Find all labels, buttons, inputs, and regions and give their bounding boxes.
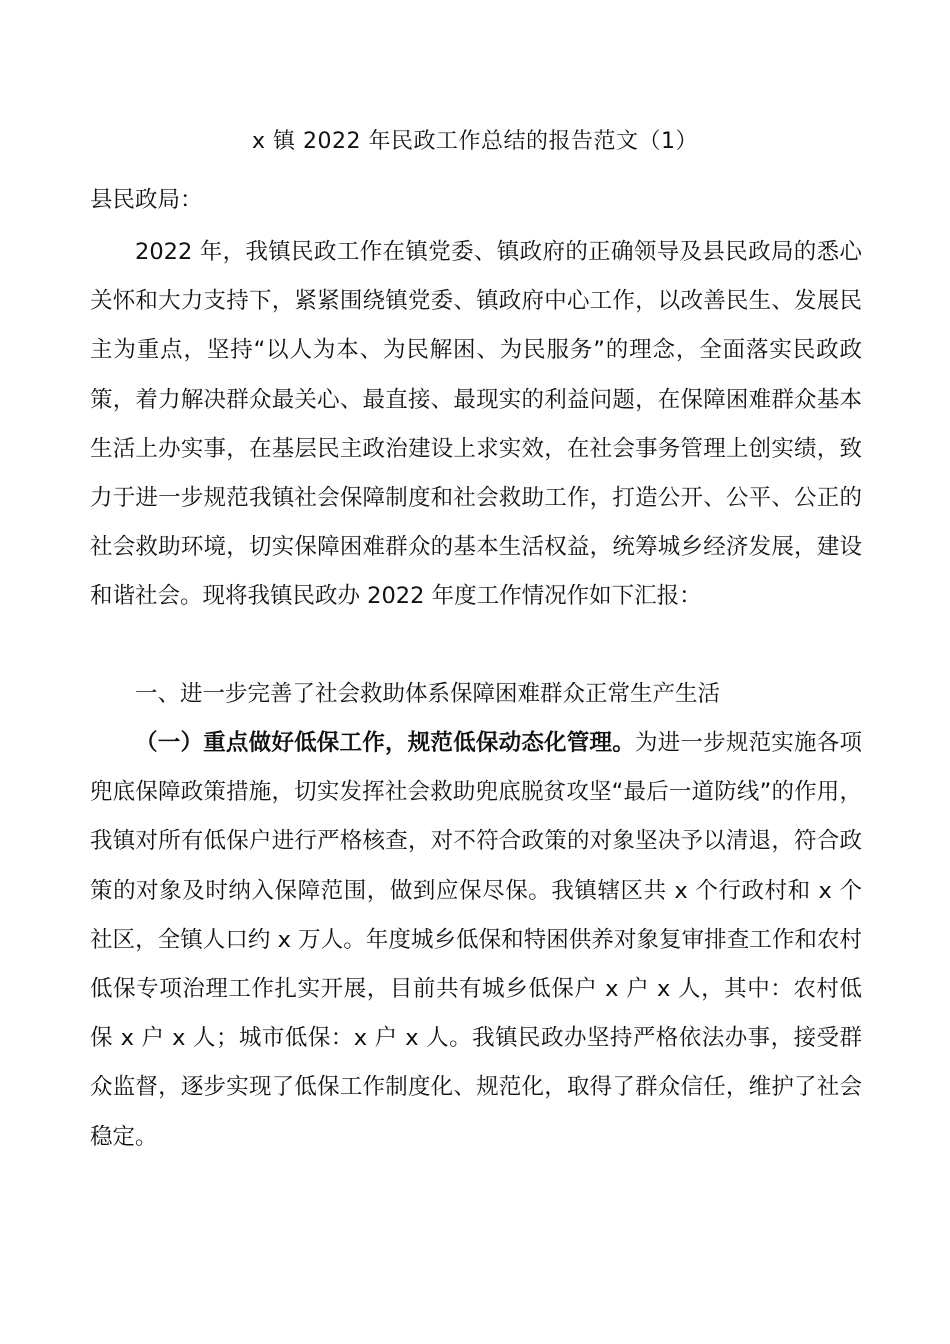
salutation: 县民政局： bbox=[90, 187, 203, 213]
paragraph-body: 为进一步规范实施各项兜底保障政策措施，切实发挥社会救助兜底脱贫攻坚“最后一道防线”的作用，我镇对所有低保户进行严格核查，对不符合政策的对象坚决予以清退，符合政策的对象及时纳入保障范围，做到应保尽保。我镇辖区共 x 个行政村和 x 个社区，全镇人口约 x 万人。年度城乡低保和特困供养对象复审排查工作和农村低保专项治理工作扎实开展，目前共有城乡低保户 x 户 x 人，其中：农村低保 x 户 x 人；城市低保：x 户 x 人。我镇民政办坚持严格依法办事，接受群众监督，逐步实现了低保工作制度化、规范化，取得了群众信任，维护了社会稳定。 bbox=[90, 730, 862, 1150]
subheading-bold: （一）重点做好低保工作，规范低保动态化管理。 bbox=[135, 730, 635, 756]
body-paragraph-subsidy bbox=[90, 719, 862, 1162]
paragraph-text bbox=[90, 719, 862, 1162]
body-paragraph-intro bbox=[90, 228, 862, 622]
paragraph-text: 2022 年，我镇民政工作在镇党委、镇政府的正确领导及县民政局的悉心关怀和大力支持下，紧紧围绕镇党委、镇政府中心工作，以改善民生、发展民主为重点，坚持“以人为本、为民解困、为民服务”的理念，全面落实民政政策，着力解决群众最关心、最直接、最现实的利益问题，在保障困难群众基本生活上办实事，在基层民主政治建设上求实效，在社会事务管理上创实绩，致力于进一步规范我镇社会保障制度和社会救助工作，打造公开、公平、公正的社会救助环境，切实保障困难群众的基本生活权益，统筹城乡经济发展，建设和谐社会。现将我镇民政办 2022 年度工作情况作如下汇报： bbox=[90, 239, 862, 610]
section-heading-text: 一、进一步完善了社会救助体系保障困难群众正常生产生活 bbox=[135, 681, 721, 707]
document-title: x 镇 2022 年民政工作总结的报告范文（1） bbox=[252, 129, 698, 154]
section-heading bbox=[90, 670, 862, 719]
